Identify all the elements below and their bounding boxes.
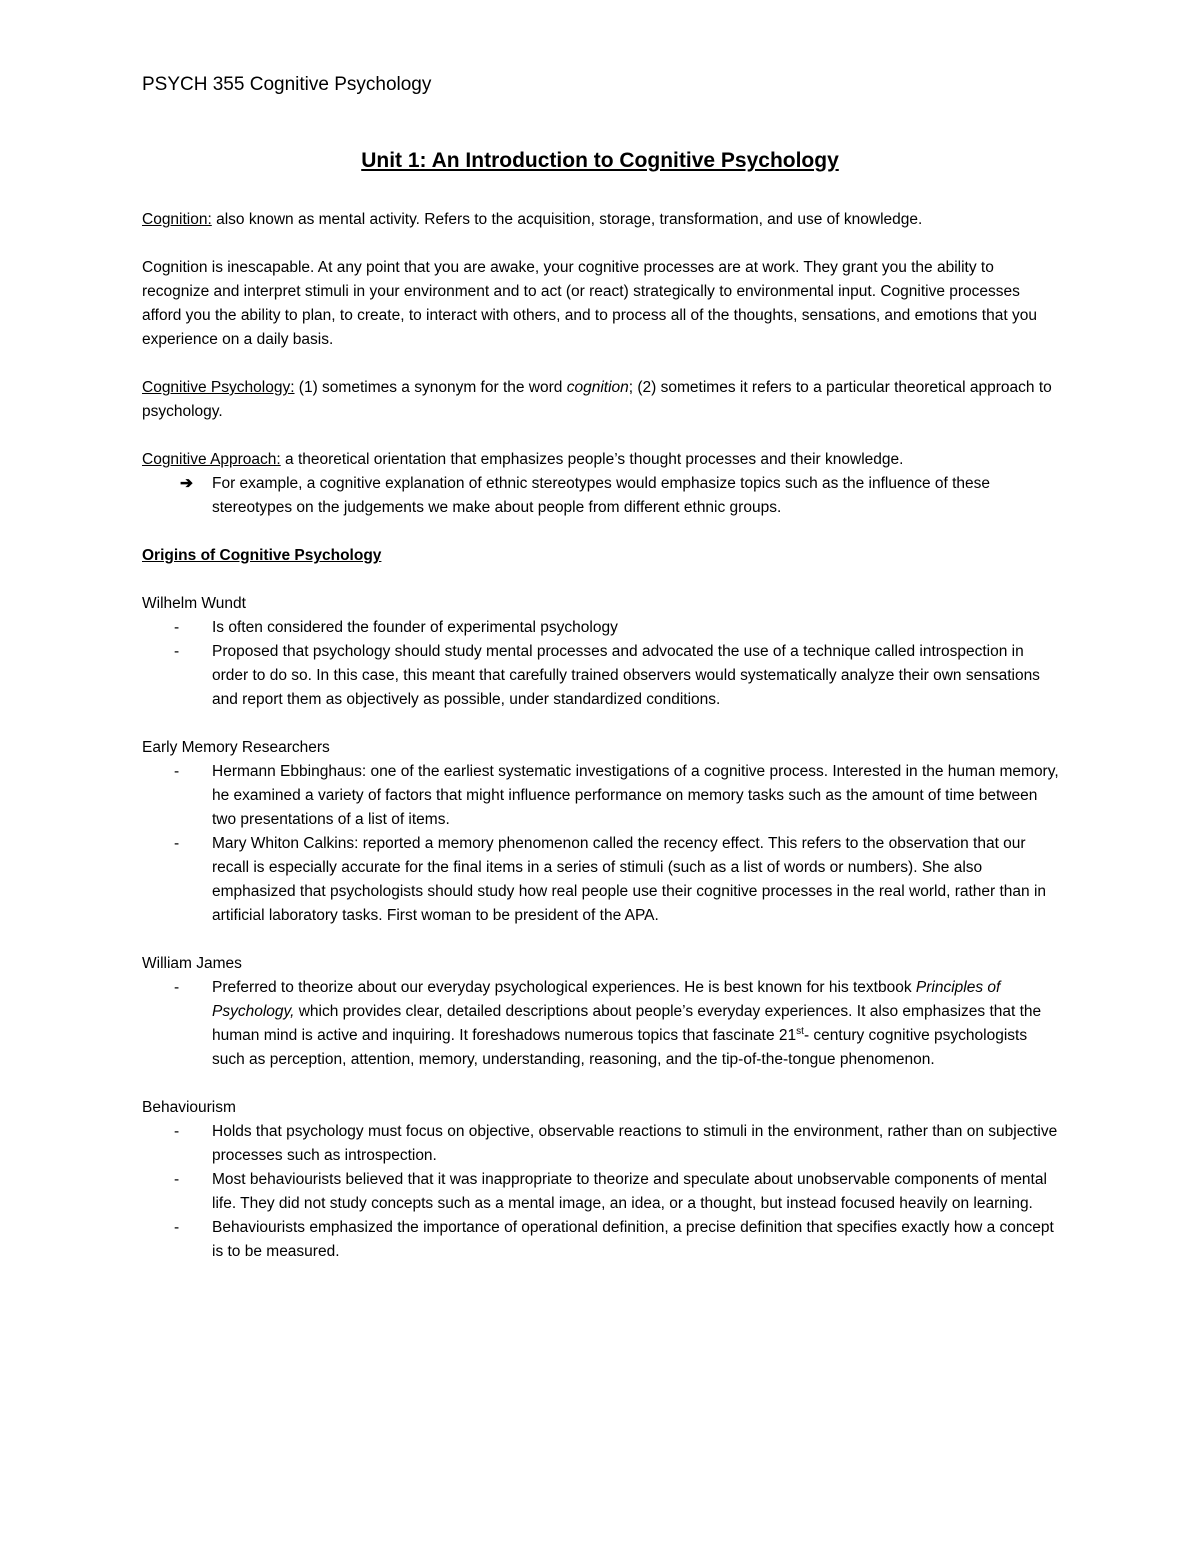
list-item: [142, 1216, 1062, 1264]
cognitive-psychology-term: Cognitive Psychology:: [142, 379, 295, 396]
james-sup: st: [796, 1025, 804, 1037]
wundt-heading: Wilhelm Wundt: [142, 595, 246, 612]
page-title: Unit 1: An Introduction to Cognitive Psychology: [361, 149, 839, 172]
james-list: [142, 976, 1062, 1072]
james-heading: William James: [142, 955, 242, 972]
list-item-text: Hermann Ebbinghaus: one of the earliest systematic investigations of a cognitive process. Interested in the human memory, he examined a variety of factors that might influence performance on memory tasks such as the amount of time between two presentations of a list of items.: [212, 763, 1059, 828]
cognitive-psychology-italic: cognition: [566, 379, 629, 396]
cognition-text: also known as mental activity. Refers to the acquisition, storage, transformation, and use of knowledge.: [211, 211, 923, 228]
example-text: For example, a cognitive explanation of ethnic stereotypes would emphasize topics such as the influence of these stereotypes on the judgements we make about people from different ethnic groups.: [212, 475, 991, 516]
page-header: PSYCH 355 Cognitive Psychology: [142, 74, 432, 95]
list-item: [142, 1120, 1062, 1168]
cognition-definition: [142, 208, 1062, 232]
behaviourism-heading: Behaviourism: [142, 1099, 236, 1116]
list-item-text: Mary Whiton Calkins: reported a memory phenomenon called the recency effect. This refers to the observation that our recall is especially accurate for the final items in a series of stimuli (such as a list of words or numbers). She also emphasized that psychologists should study how real people use their cognitive processes in the real world, rather than in artificial laboratory tasks. First woman to be president of the APA.: [212, 835, 1047, 924]
list-item-text: Behaviourists emphasized the importance of operational definition, a precise definition that specifies exactly how a concept is to be measured.: [212, 1219, 1054, 1260]
bullet-dash: -: [174, 643, 180, 660]
arrow-right-icon: ➔: [180, 475, 193, 492]
cognitive-approach-definition: [142, 448, 1062, 472]
cognitive-approach-text: a theoretical orientation that emphasizes people’s thought processes and their knowledge.: [280, 451, 904, 468]
list-item: [142, 832, 1062, 928]
list-item: [142, 640, 1062, 712]
cognitive-approach-block: [142, 448, 1062, 520]
list-item: [142, 616, 1062, 640]
cognitive-approach-term: Cognitive Approach:: [142, 451, 281, 468]
james-text-b: which provides clear, detailed descriptions about people’s everyday experiences. It also emphasizes that the human mind is active and inquiring. It foreshadows numerous topics that fascinate 21: [212, 1003, 1042, 1044]
bullet-dash: -: [174, 1219, 180, 1236]
origins-heading: Origins of Cognitive Psychology: [142, 547, 382, 564]
bullet-dash: -: [174, 619, 180, 636]
inescapable-paragraph: Cognition is inescapable. At any point that you are awake, your cognitive processes are at work. They grant you the ability to recognize and interpret stimuli in your environment and to act (or react) strategically to environmental input. Cognitive processes afford you the ability to plan, to create, to interact with others, and to process all of the thoughts, sensations, and emotions that you experience on a daily basis.: [142, 259, 1037, 348]
memory-list: [142, 760, 1062, 928]
cognitive-psychology-text-a: (1) sometimes a synonym for the word: [294, 379, 567, 396]
list-item-text: Most behaviourists believed that it was inappropriate to theorize and speculate about unobservable components of mental life. They did not study concepts such as a mental image, an idea, or a thought, but instead focused heavily on learning.: [212, 1171, 1047, 1212]
behaviourism-list: [142, 1120, 1062, 1264]
cognition-term: Cognition:: [142, 211, 212, 228]
list-item: [142, 1168, 1062, 1216]
bullet-dash: -: [174, 979, 180, 996]
list-item-text: Proposed that psychology should study mental processes and advocated the use of a technique called introspection in order to do so. In this case, this meant that carefully trained observers would systematically analyze their own sensations and report them as objectively as possible, under standardized conditions.: [212, 643, 1040, 708]
james-text-a: Preferred to theorize about our everyday psychological experiences. He is best known for his textbook: [212, 979, 916, 996]
james-book-title: Principles of Psychology,: [212, 979, 1001, 1020]
bullet-dash: -: [174, 763, 180, 780]
document-body: [142, 208, 1062, 1288]
list-item: [142, 976, 1062, 1072]
cognitive-psychology-text-b: ; (2) sometimes it refers to a particular theoretical approach to psychology.: [142, 379, 1052, 420]
bullet-dash: -: [174, 1123, 180, 1140]
cognitive-psychology-definition: [142, 376, 1062, 424]
wundt-list: [142, 616, 1062, 712]
james-text-c: - century cognitive psychologists such as perception, attention, memory, understanding, reasoning, and the tip-of-the-tongue phenomenon.: [212, 1027, 1028, 1068]
list-item-text: Holds that psychology must focus on objective, observable reactions to stimuli in the environment, rather than on subjective processes such as introspection.: [212, 1123, 1058, 1164]
memory-heading: Early Memory Researchers: [142, 739, 330, 756]
cognitive-approach-example: [142, 472, 1062, 520]
list-item: [142, 760, 1062, 832]
bullet-dash: -: [174, 835, 180, 852]
bullet-dash: -: [174, 1171, 180, 1188]
list-item-text: Is often considered the founder of experimental psychology: [212, 619, 618, 636]
